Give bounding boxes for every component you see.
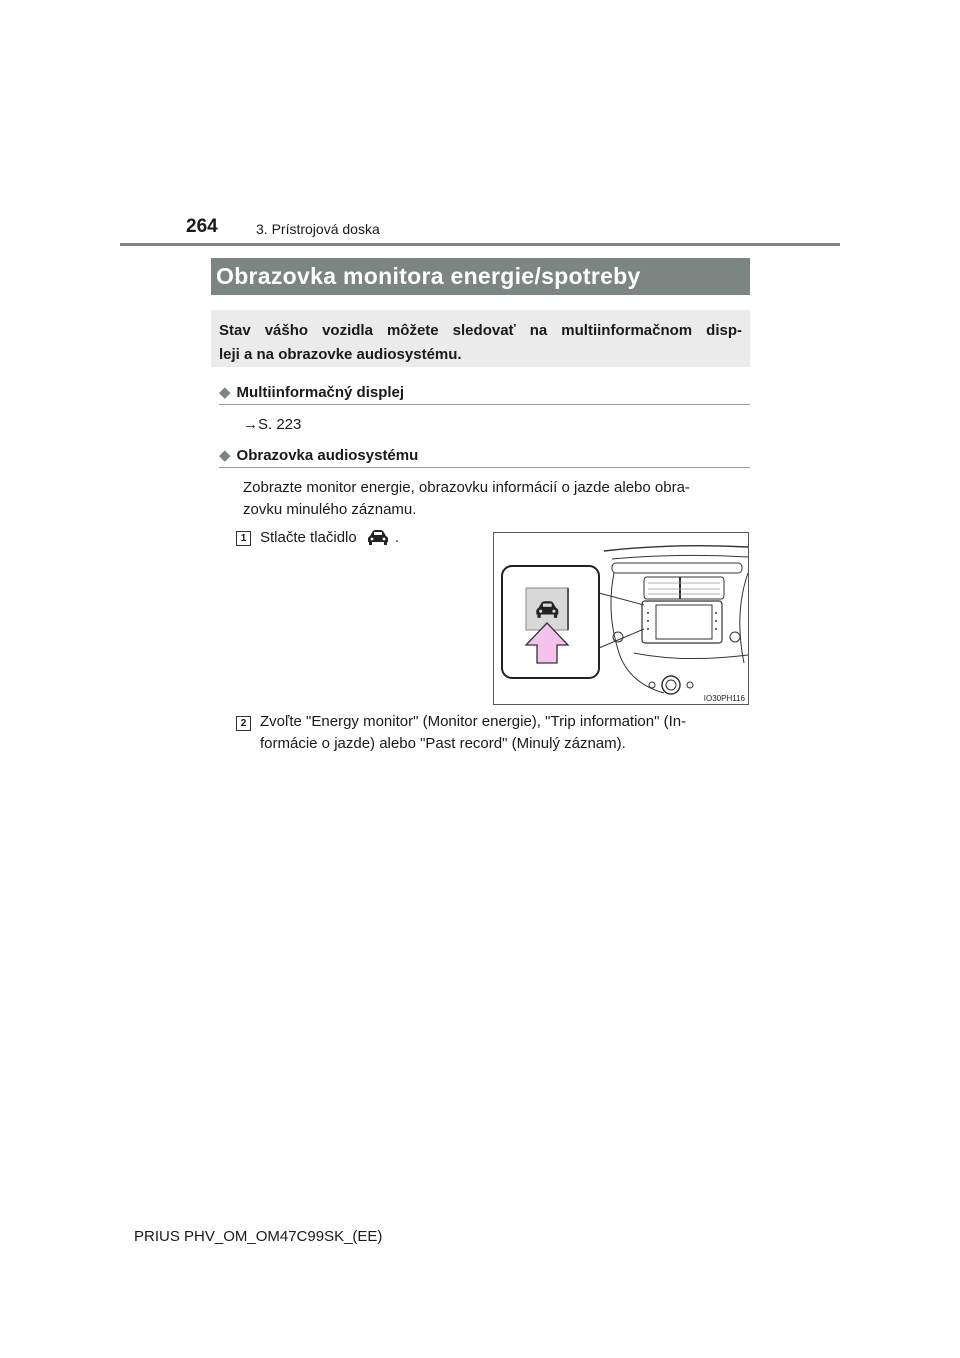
figure-code: IO30PH116 xyxy=(703,694,745,703)
step-1-label: Stlačte tlačidlo xyxy=(260,529,357,546)
audio-description xyxy=(243,477,751,521)
subsection-divider xyxy=(219,404,750,405)
dashboard-drawing xyxy=(494,533,748,704)
subsection-heading-audio xyxy=(219,446,418,464)
intro-line-2: leji a na obrazovke audiosystému. xyxy=(219,346,462,363)
page-number: 264 xyxy=(186,216,218,237)
step-2-line-1: Zvoľte "Energy monitor" (Monitor energie), "Trip information" (In- xyxy=(260,713,687,730)
subsection-heading-multi-info xyxy=(219,383,404,401)
description-line-1: Zobrazte monitor energie, obrazovku informácií o jazde alebo obra- xyxy=(243,479,690,496)
manual-footer: PRIUS PHV_OM_OM47C99SK_(EE) xyxy=(134,1228,383,1245)
step-number-2: 2 xyxy=(236,716,251,731)
intro-line-1: Stav vášho vozidla môžete sledovať na multiinformačnom disp- xyxy=(219,322,742,339)
step-2-line-2: formácie o jazde) alebo "Past record" (Minulý záznam). xyxy=(260,735,626,752)
step-1-period: . xyxy=(394,529,400,546)
diamond-bullet-icon: ◆ xyxy=(219,384,231,401)
diamond-bullet-icon: ◆ xyxy=(219,447,231,464)
car-icon xyxy=(365,527,391,554)
dashboard-illustration xyxy=(493,532,749,705)
step-number-1: 1 xyxy=(236,531,251,546)
step-1-text xyxy=(260,527,399,554)
step-2-text xyxy=(260,711,752,755)
subsection-divider xyxy=(219,467,750,468)
subsection-heading-text: Obrazovka audiosystému xyxy=(236,447,419,464)
subsection-heading-text: Multiinformačný displej xyxy=(236,384,405,401)
intro-box xyxy=(211,310,750,367)
chapter-title: 3. Prístrojová doska xyxy=(256,221,380,237)
section-title: Obrazovka monitora energie/spotreby xyxy=(211,258,750,295)
description-line-2: zovku minulého záznamu. xyxy=(243,501,417,518)
header-divider xyxy=(120,243,840,246)
page-reference-link[interactable]: →S. 223 xyxy=(243,416,302,433)
